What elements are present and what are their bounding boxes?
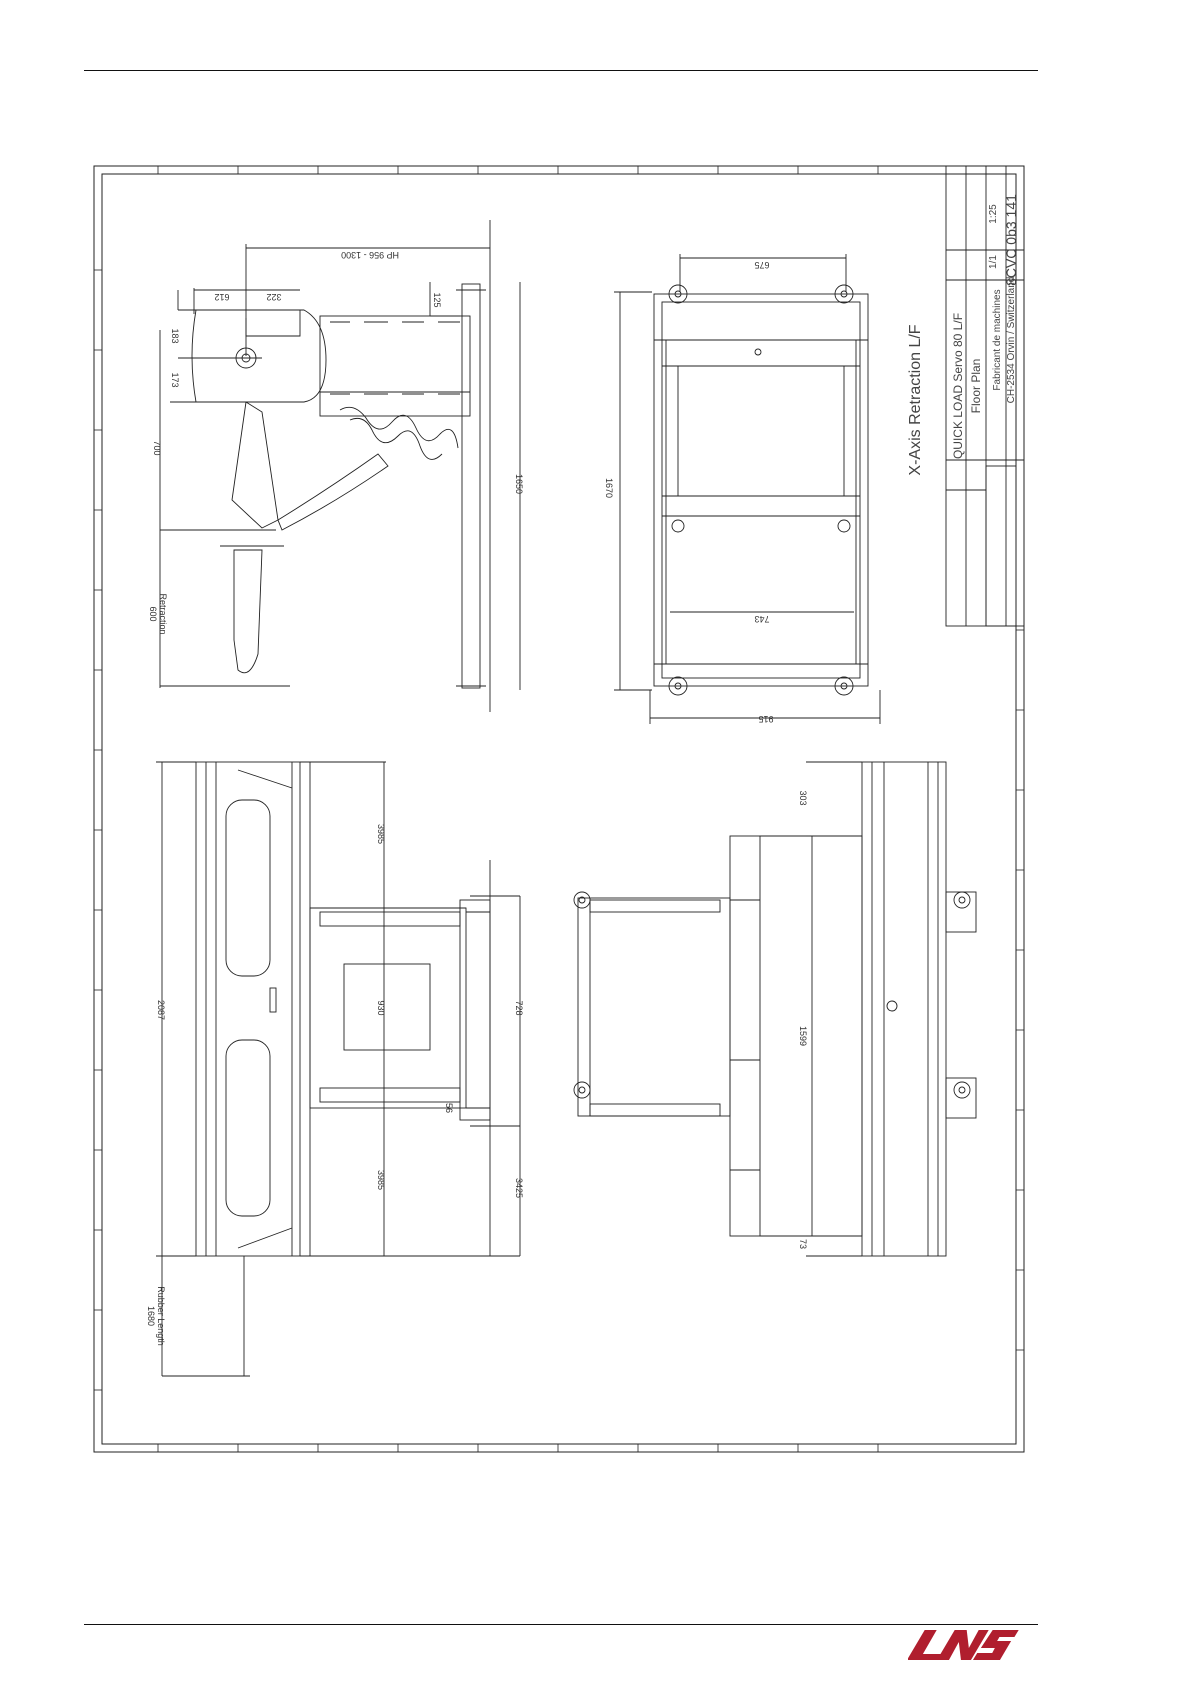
dim-56: 56 [444, 1102, 454, 1114]
title-block-company: Fabricant de machines [992, 289, 1003, 391]
lns-logo [908, 1626, 1020, 1664]
dim-322: 322 [266, 292, 282, 302]
dim-top-span: HP 956 - 1300 [341, 250, 399, 260]
dim-125: 125 [432, 292, 442, 308]
title-block-project: QUICK LOAD Servo 80 L/F [951, 312, 965, 460]
dim-3985-bottom: 3985 [376, 1169, 386, 1191]
view-top-right [614, 254, 880, 724]
dim-700: 700 [152, 440, 162, 456]
label-rubber-length: Rubber Length [156, 1286, 166, 1346]
dim-728: 728 [514, 1000, 524, 1016]
title-block-location: CH-2534 Orvin / Switzerland [1006, 276, 1017, 404]
sheet-inner-border [102, 174, 1016, 1444]
dim-3425: 3425 [514, 1177, 524, 1199]
view-top-left [160, 220, 520, 712]
dim-303: 303 [798, 790, 808, 806]
title-block-subtitle: Floor Plan [969, 358, 983, 414]
view-bottom-right [574, 762, 976, 1256]
dim-1599: 1599 [798, 1025, 808, 1047]
dim-1670: 1670 [604, 477, 614, 499]
dim-173: 173 [170, 372, 180, 388]
dim-612: 612 [214, 292, 230, 302]
drawing-title: X-Axis Retraction L/F [907, 324, 924, 476]
dim-2087: 2087 [156, 999, 166, 1021]
title-block-scale: 1:25 [988, 204, 999, 224]
dim-183: 183 [170, 328, 180, 344]
view-bottom-left [156, 762, 520, 1376]
dim-73: 73 [798, 1238, 808, 1250]
title-block-drawing-no: 8CVC 0b3 141 [1003, 194, 1019, 286]
dim-3985-top: 3985 [376, 823, 386, 845]
footer-rule [84, 1624, 1038, 1625]
dim-1650: 1650 [514, 473, 524, 495]
dim-915: 915 [758, 714, 774, 724]
dim-675: 675 [754, 260, 770, 270]
dim-1680: 1680 [146, 1305, 156, 1327]
sheet-outer-border [94, 166, 1024, 1452]
label-retraction: Retraction [158, 593, 168, 635]
dim-930: 930 [376, 1000, 386, 1016]
title-block-sheet: 1/1 [988, 255, 999, 269]
dim-600: 600 [148, 606, 158, 622]
dim-743: 743 [754, 614, 770, 624]
